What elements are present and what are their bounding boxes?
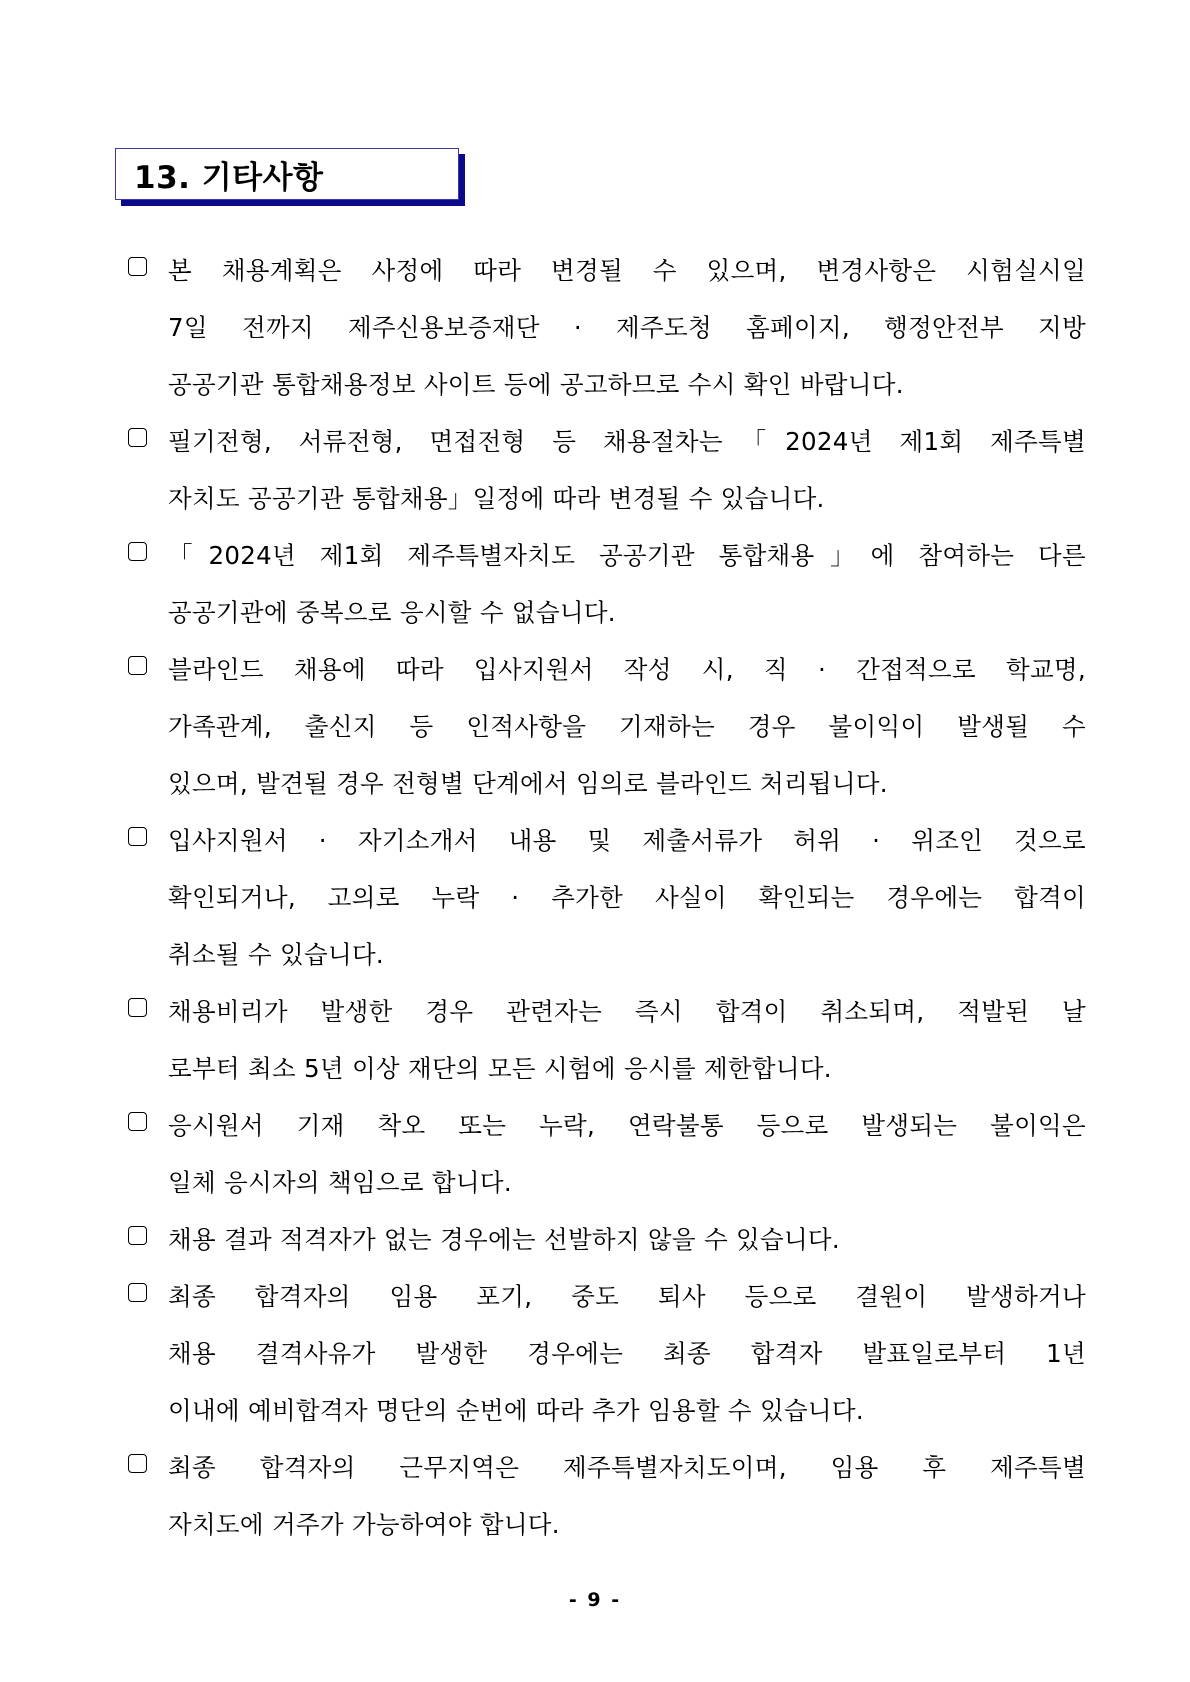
checkbox-square-icon — [128, 827, 147, 846]
list-item — [126, 242, 1086, 413]
checkbox-square-icon — [128, 1226, 147, 1245]
list-item — [126, 1097, 1086, 1211]
list-item-line: 로부터 최소 5년 이상 재단의 모든 시험에 응시를 제한합니다. — [168, 1054, 832, 1083]
list-item — [126, 1211, 1086, 1268]
checkbox-square-icon — [128, 1283, 147, 1302]
notice-list — [126, 242, 1086, 1553]
page-number: - 9 - — [568, 1589, 622, 1611]
list-item-line: 공공기관 통합채용정보 사이트 등에 공고하므로 수시 확인 바랍니다. — [168, 370, 904, 399]
list-item-line: 최종 합격자의 근무지역은 제주특별자치도이며, 임용 후 제주특별 — [168, 1453, 1086, 1482]
list-item-line: 취소될 수 있습니다. — [168, 940, 384, 969]
list-item-line: 채용 결과 적격자가 없는 경우에는 선발하지 않을 수 있습니다. — [168, 1225, 840, 1254]
list-item-line: 가족관계, 출신지 등 인적사항을 기재하는 경우 불이익이 발생될 수 — [168, 712, 1086, 741]
checkbox-square-icon — [128, 656, 147, 675]
list-item-line: 자치도 공공기관 통합채용」일정에 따라 변경될 수 있습니다. — [168, 484, 825, 513]
checkbox-square-icon — [128, 542, 147, 561]
checkbox-square-icon — [128, 1454, 147, 1473]
list-item — [126, 641, 1086, 812]
checkbox-square-icon — [128, 998, 147, 1017]
list-item-line: 있으며, 발견될 경우 전형별 단계에서 임의로 블라인드 처리됩니다. — [168, 769, 888, 798]
list-item-line: 자치도에 거주가 가능하여야 합니다. — [168, 1510, 560, 1539]
list-item-line: 채용 결격사유가 발생한 경우에는 최종 합격자 발표일로부터 1년 — [168, 1339, 1086, 1368]
list-item-line: 입사지원서 · 자기소개서 내용 및 제출서류가 허위 · 위조인 것으로 — [168, 826, 1086, 855]
list-item — [126, 1268, 1086, 1439]
list-item — [126, 812, 1086, 983]
list-item — [126, 527, 1086, 641]
list-item-line: 일체 응시자의 책임으로 합니다. — [168, 1168, 512, 1197]
list-item-line: 응시원서 기재 착오 또는 누락, 연락불통 등으로 발생되는 불이익은 — [168, 1111, 1086, 1140]
list-item-line: 확인되거나, 고의로 누락 · 추가한 사실이 확인되는 경우에는 합격이 — [168, 883, 1086, 912]
checkbox-square-icon — [128, 428, 147, 447]
list-item-line: 「2024년 제1회 제주특별자치도 공공기관 통합채용」에 참여하는 다른 — [168, 541, 1086, 570]
list-item — [126, 1439, 1086, 1553]
list-item-line: 블라인드 채용에 따라 입사지원서 작성 시, 직 · 간접적으로 학교명, — [168, 655, 1086, 684]
list-item-line: 이내에 예비합격자 명단의 순번에 따라 추가 임용할 수 있습니다. — [168, 1396, 864, 1425]
list-item — [126, 413, 1086, 527]
checkbox-square-icon — [128, 1112, 147, 1131]
section-title-box — [115, 148, 459, 200]
checkbox-square-icon — [128, 257, 147, 276]
list-item-line: 7일 전까지 제주신용보증재단 · 제주도청 홈페이지, 행정안전부 지방 — [168, 313, 1086, 342]
list-item-line: 공공기관에 중복으로 응시할 수 없습니다. — [168, 598, 616, 627]
list-item-line: 최종 합격자의 임용 포기, 중도 퇴사 등으로 결원이 발생하거나 — [168, 1282, 1086, 1311]
section-title: 13. 기타사항 — [134, 159, 324, 196]
list-item-line: 본 채용계획은 사정에 따라 변경될 수 있으며, 변경사항은 시험실시일 — [168, 256, 1086, 285]
list-item — [126, 983, 1086, 1097]
list-item-line: 필기전형, 서류전형, 면접전형 등 채용절차는「2024년 제1회 제주특별 — [168, 427, 1086, 456]
list-item-line: 채용비리가 발생한 경우 관련자는 즉시 합격이 취소되며, 적발된 날 — [168, 997, 1086, 1026]
